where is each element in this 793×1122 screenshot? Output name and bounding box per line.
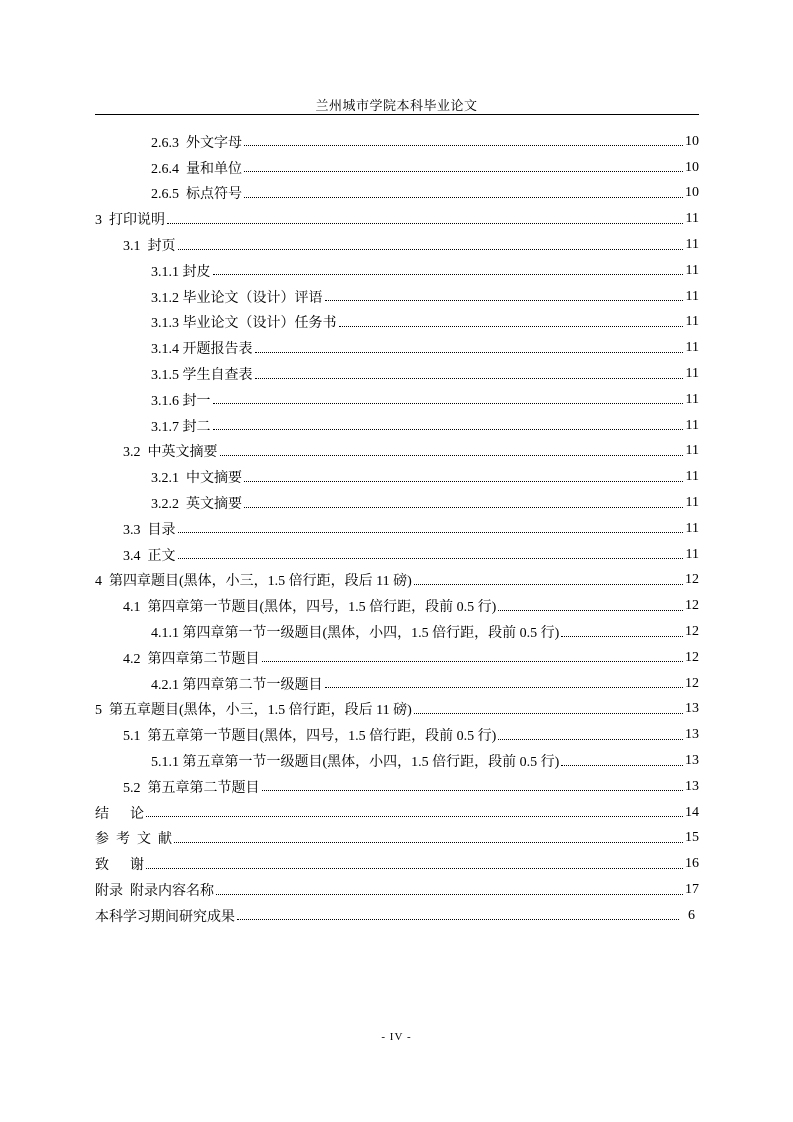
toc-dot-leader — [325, 673, 684, 688]
toc-dot-leader — [213, 415, 684, 430]
page-number-footer: - IV - — [381, 1031, 412, 1043]
toc-entry[interactable] — [95, 284, 699, 310]
toc-dot-leader — [325, 286, 684, 301]
toc-entry-page: 12 — [685, 649, 699, 665]
table-of-contents — [95, 129, 699, 929]
toc-entry[interactable] — [95, 516, 699, 542]
toc-entry[interactable] — [95, 800, 699, 826]
toc-entry[interactable] — [95, 593, 699, 619]
toc-entry[interactable] — [95, 697, 699, 723]
toc-entry-title: 3.2.1 中文摘要 — [151, 471, 242, 487]
toc-entry-title: 2.6.5 标点符号 — [151, 187, 242, 203]
toc-entry-page: 13 — [685, 701, 699, 717]
toc-entry-title: 3.2.2 英文摘要 — [151, 497, 242, 513]
toc-entry[interactable] — [95, 542, 699, 568]
toc-entry-title: 3.1.2 毕业论文（设计）评语 — [151, 290, 323, 306]
toc-dot-leader — [498, 596, 683, 611]
toc-entry-page: 12 — [685, 675, 699, 691]
toc-dot-leader — [262, 647, 684, 662]
toc-entry-title: 3.1.3 毕业论文（设计）任务书 — [151, 316, 337, 332]
toc-dot-leader — [146, 854, 683, 869]
toc-dot-leader — [339, 312, 684, 327]
toc-entry-title: 结 论 — [95, 806, 144, 822]
toc-entry-title: 2.6.4 量和单位 — [151, 161, 242, 177]
toc-dot-leader — [561, 622, 683, 637]
toc-entry-title: 5 第五章题目(黑体，小三，1.5 倍行距，段后 11 磅) — [95, 703, 412, 719]
toc-entry-page: 6 — [688, 907, 695, 923]
toc-entry[interactable] — [95, 387, 699, 413]
toc-entry-title: 本科学习期间研究成果 — [95, 909, 235, 925]
toc-entry[interactable] — [95, 774, 699, 800]
toc-entry-page: 13 — [685, 778, 699, 794]
toc-dot-leader — [414, 570, 683, 585]
toc-entry[interactable] — [95, 903, 699, 929]
toc-entry[interactable] — [95, 232, 699, 258]
toc-dot-leader — [216, 880, 683, 895]
toc-entry-title: 3.1.6 封一 — [151, 393, 211, 409]
toc-entry[interactable] — [95, 129, 699, 155]
toc-entry[interactable] — [95, 335, 699, 361]
toc-entry-title: 4.1.1 第四章第一节一级题目(黑体，小四，1.5 倍行距，段前 0.5 行) — [151, 626, 560, 642]
toc-dot-leader — [213, 260, 684, 275]
toc-dot-leader — [244, 157, 683, 172]
toc-dot-leader — [213, 389, 684, 404]
toc-dot-leader — [244, 131, 683, 146]
toc-dot-leader — [174, 828, 683, 843]
toc-entry[interactable] — [95, 826, 699, 852]
toc-entry[interactable] — [95, 258, 699, 284]
toc-entry[interactable] — [95, 877, 699, 903]
toc-entry-page: 11 — [685, 520, 699, 536]
toc-entry-page: 11 — [685, 391, 699, 407]
toc-dot-leader — [244, 183, 683, 198]
toc-entry-page: 11 — [685, 443, 699, 459]
toc-entry[interactable] — [95, 671, 699, 697]
toc-entry[interactable] — [95, 155, 699, 181]
toc-entry-title: 4 第四章题目(黑体，小三，1.5 倍行距，段后 11 磅) — [95, 574, 412, 590]
toc-entry[interactable] — [95, 464, 699, 490]
toc-entry-page: 15 — [685, 830, 699, 846]
toc-entry-title: 5.1.1 第五章第一节一级题目(黑体，小四，1.5 倍行距，段前 0.5 行) — [151, 755, 560, 771]
toc-entry[interactable] — [95, 722, 699, 748]
toc-dot-leader — [178, 518, 684, 533]
toc-entry-title: 3.1.4 开题报告表 — [151, 342, 253, 358]
toc-entry-page: 11 — [685, 417, 699, 433]
toc-entry-page: 17 — [685, 882, 699, 897]
toc-entry-page: 11 — [685, 314, 699, 330]
toc-entry[interactable] — [95, 361, 699, 387]
toc-dot-leader — [561, 751, 683, 766]
toc-entry-title: 3.1.1 封皮 — [151, 264, 211, 280]
toc-entry-page: 12 — [685, 572, 699, 588]
toc-entry-page: 10 — [685, 133, 699, 149]
toc-entry-page: 16 — [685, 856, 699, 872]
toc-entry[interactable] — [95, 181, 699, 207]
toc-dot-leader — [237, 905, 679, 920]
toc-entry-page: 11 — [685, 495, 699, 511]
toc-entry-title: 5.2 第五章第二节题目 — [123, 780, 260, 796]
toc-entry-page: 13 — [685, 727, 699, 743]
toc-entry-page: 13 — [685, 753, 699, 769]
toc-entry-title: 5.1 第五章第一节题目(黑体，四号，1.5 倍行距，段前 0.5 行) — [123, 729, 497, 745]
toc-entry-title: 4.2 第四章第二节题目 — [123, 651, 260, 667]
toc-entry[interactable] — [95, 310, 699, 336]
toc-dot-leader — [178, 544, 684, 559]
toc-entry-page: 11 — [685, 237, 699, 253]
toc-dot-leader — [244, 467, 683, 482]
toc-entry-title: 3.1.7 封二 — [151, 419, 211, 435]
toc-entry[interactable] — [95, 645, 699, 671]
toc-entry-page: 11 — [685, 546, 699, 562]
toc-dot-leader — [146, 802, 683, 817]
toc-entry-title: 参 考 文 献 — [95, 832, 172, 848]
running-header-title: 兰州城市学院本科毕业论文 — [315, 98, 478, 113]
toc-entry-title: 附录 附录内容名称 — [95, 884, 214, 899]
toc-entry-page: 11 — [685, 288, 699, 304]
header-rule — [95, 114, 699, 115]
toc-entry-page: 11 — [685, 469, 699, 485]
toc-dot-leader — [244, 493, 683, 508]
toc-entry[interactable] — [95, 206, 699, 232]
toc-dot-leader — [255, 364, 684, 379]
toc-entry[interactable] — [95, 568, 699, 594]
toc-entry-page: 12 — [685, 624, 699, 640]
toc-entry[interactable] — [95, 413, 699, 439]
toc-dot-leader — [498, 725, 683, 740]
toc-entry-page: 11 — [685, 262, 699, 278]
toc-entry[interactable] — [95, 619, 699, 645]
toc-entry-title: 3.1 封页 — [123, 239, 176, 255]
toc-entry-page: 10 — [685, 185, 699, 201]
toc-dot-leader — [178, 235, 684, 250]
toc-entry[interactable] — [95, 490, 699, 516]
toc-dot-leader — [220, 441, 684, 456]
toc-entry-title: 4.1 第四章第一节题目(黑体，四号，1.5 倍行距，段前 0.5 行) — [123, 600, 497, 616]
toc-entry-title: 3.1.5 学生自查表 — [151, 368, 253, 384]
toc-entry-title: 3.3 目录 — [123, 522, 176, 538]
toc-entry[interactable] — [95, 748, 699, 774]
toc-dot-leader — [262, 776, 684, 791]
toc-dot-leader — [167, 209, 683, 224]
toc-entry-title: 3 打印说明 — [95, 213, 165, 229]
toc-entry-page: 11 — [685, 340, 699, 356]
toc-entry-page: 14 — [685, 804, 699, 820]
toc-dot-leader — [255, 338, 684, 353]
toc-entry-title: 2.6.3 外文字母 — [151, 135, 242, 151]
toc-entry-title: 致 谢 — [95, 858, 144, 874]
toc-entry-title: 3.2 中英文摘要 — [123, 445, 218, 461]
toc-entry-title: 3.4 正文 — [123, 548, 176, 564]
toc-entry-page: 10 — [685, 159, 699, 175]
toc-entry-page: 12 — [685, 598, 699, 614]
toc-dot-leader — [414, 699, 683, 714]
toc-entry[interactable] — [95, 439, 699, 465]
toc-entry-page: 11 — [685, 211, 699, 227]
toc-entry[interactable] — [95, 851, 699, 877]
toc-entry-title: 4.2.1 第四章第二节一级题目 — [151, 677, 323, 693]
toc-entry-page: 11 — [685, 366, 699, 382]
